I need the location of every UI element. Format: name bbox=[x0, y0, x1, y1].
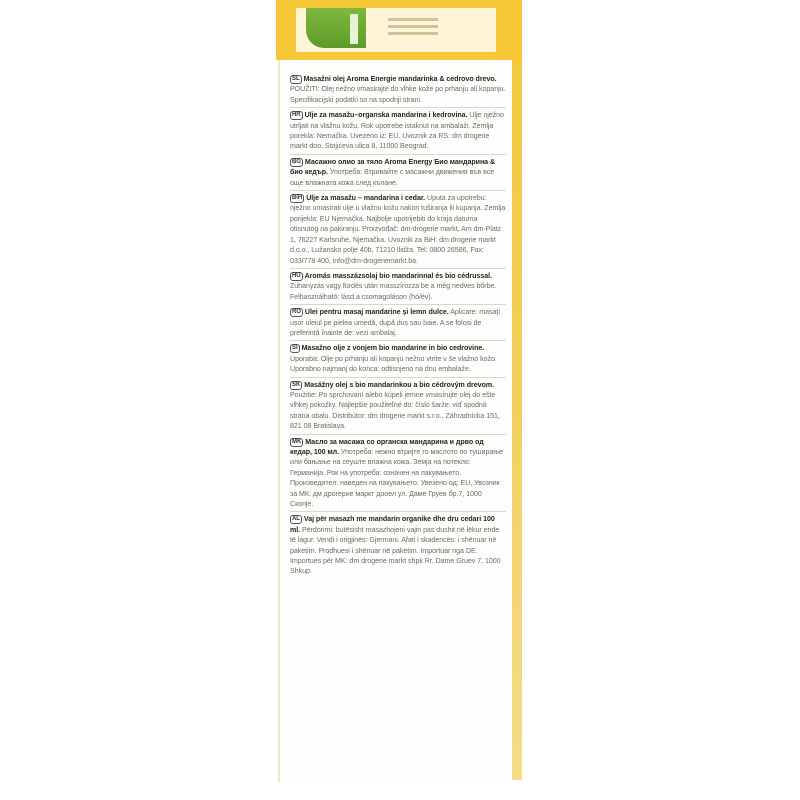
section-si: SI Masažno olje z vonjem bio mandarine in bio cedrovine. Uporaba: Olje po prhanju ali kopanju nežno vtrite v še vlažno kožo. Uporabno najmanj do konca: odtisnjeno na dnu embalaže. bbox=[290, 344, 497, 374]
multilingual-label bbox=[278, 60, 512, 782]
section-hr: HR Ulje za masažu–organska mandarina i kedrovina. Ulje nježno utrljati na vlažnu kožu. Rok upotrebe istaknut na ambalaži. Zemlja porekla: Nemačka. Uvezeno iz: EU. Uvoznik za RS: dm drogerie markt doo, Stojićeva ulica 8, 11000 Beograd. bbox=[290, 111, 504, 151]
section-mk: MK Масло за масажа со органска мандарина и дрво од кедар, 100 мл. Употреба: нежно втријте го маслото по туширање или бањање на сеуште влажна кожа. Земја на потекло: Германија. Рок на употреба: означен на пакувањето. Произведител: наведен на пакувањето. Увезено од: EU, Увозник за МК: дм дрогерие маркт дооел ул. Даме Груев бр.7, 1000 Скопје. bbox=[290, 437, 503, 509]
divider bbox=[290, 304, 506, 305]
package-top bbox=[276, 0, 522, 60]
section-hu: HU Aromás masszázsolaj bio mandarinnal és bio cédrussal. Zuhanyzás vagy fürdés után masszírozza be a még nedves bőrbe. Felhasználható: lásd a csomagoláson (hó/év). bbox=[290, 271, 497, 301]
section-sl: SL Masažni olej Aroma Energie mandarinka & cedrovo drevo. POUŽITI: Olej nežno vmasirajte do vlhke kože po prhanju ali kopanju. Specifikacijski podatki so na spodnji strani. bbox=[290, 75, 506, 104]
divider bbox=[290, 190, 506, 191]
divider bbox=[290, 340, 506, 341]
section-ro: RO Ulei pentru masaj mandarine și lemn dulce. Aplicare: masați ușor uleiul pe pielea umedă, după duș sau baie. A se folosi de preferință înainte de: vezi ambalaj. bbox=[290, 308, 500, 337]
section-al: AL Vaj për masazh me mandarin organike dhe dru cedari 100 ml. Përdorimi: butësisht masazhojeni vajin pas dushit në lëkur ende të lagur. Vendi i origjinës: Gjermani. Afati i skadencës: i shënuar në paketim. Prodhuesi i shënuar në paketim. Importuar nga DE. Importues për MK: dm drogerie markt shpk Rr. Dame Gruev 7, 1000 Shkup. bbox=[290, 515, 501, 576]
package-side-stripe bbox=[512, 60, 522, 780]
divider bbox=[290, 511, 506, 512]
section-sk: SK Masážny olej s bio mandarinkou a bio cédrovým drevom. Použitie: Po sprchovaní alebo kúpeli jemne vmasírujte olej do ešte vlhkej pokožky. Najlepšie použiteľné do: číslo šarže: viď spodná strana obalu. Distribútor: dm drogerie markt s.r.o., Záhradnícka 151, 821 08 Bratislava. bbox=[290, 380, 500, 431]
brand-strip bbox=[350, 14, 358, 44]
section-bg: BG Масажно олио за тяло Aroma Energy Био мандарина & био кедър. Употреба: Втривайте с масажни движения във все още влажната кожа след къпане. bbox=[290, 157, 496, 187]
section-bih: BiH Ulje za masažu – mandarina i cedar. Uputa za upotrebu: nježno umasirati ulje u vlažnu kožu nakon tuširanja ili kupanja. Zemlja porijekla: EU Njemačka. Najbolje upotrijebiti do kraja datuma otisnutog na pakiranju. Proizvođač: dm-drogerie markt, Am dm-Platz 1, 76227 Karlsruhe, Njemačka. Uvoznik za BiH: dm drogerie markt d.o.o., Lužansko polje 40b, 71210 Ilidža. Tel: 0800 26586, Fax: 033/778 400, info@dm-drogeriemarkt.ba. bbox=[290, 194, 506, 265]
divider bbox=[290, 434, 506, 435]
green-brand-tab bbox=[306, 8, 366, 48]
divider bbox=[290, 107, 506, 108]
divider bbox=[290, 268, 506, 269]
divider bbox=[290, 154, 506, 155]
divider bbox=[290, 377, 506, 378]
top-fine-print bbox=[388, 18, 438, 42]
